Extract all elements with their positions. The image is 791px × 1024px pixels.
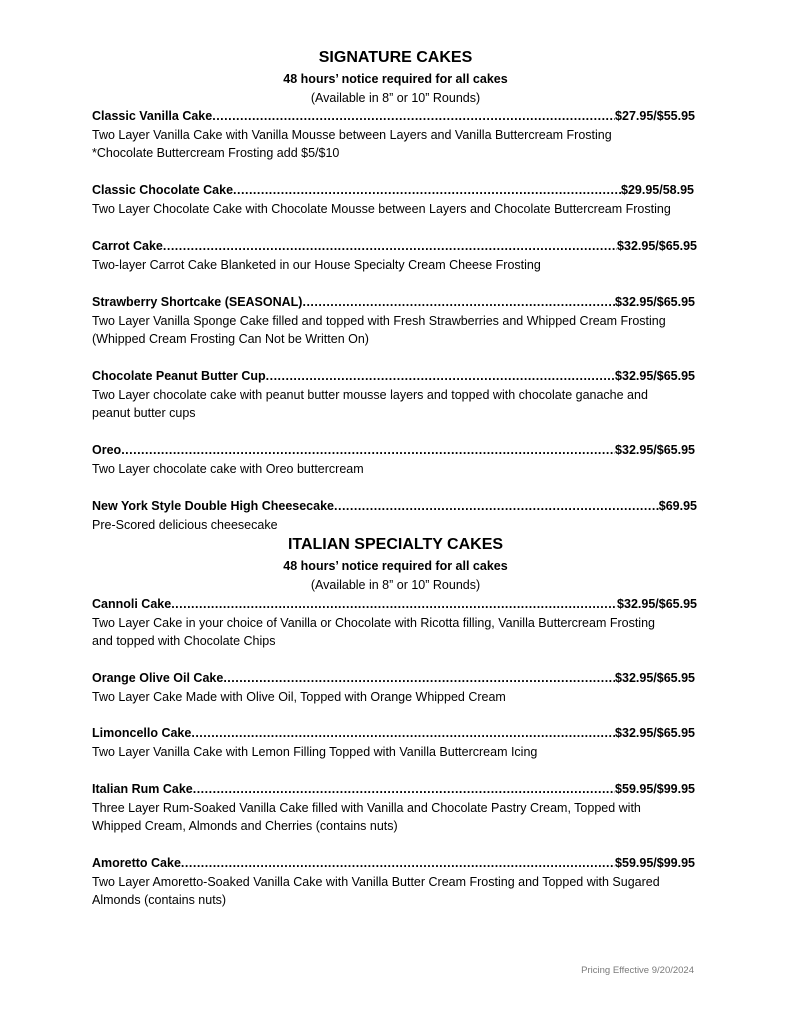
- item-name: Limoncello Cake: [92, 726, 192, 740]
- dot-leader: [163, 238, 617, 255]
- item-name: Amoretto Cake: [92, 856, 181, 870]
- item-name: Cannoli Cake: [92, 597, 172, 611]
- item-name: Classic Chocolate Cake: [92, 183, 234, 197]
- notice-italian: 48 hours’ notice required for all cakes: [283, 559, 508, 573]
- item-description: Two Layer Amoretto-Soaked Vanilla Cake with Vanilla Butter Cream Frosting and Topped with Sugared Almonds (contains nuts): [92, 875, 660, 907]
- item-description: Two Layer Vanilla Cake with Lemon Filling Topped with Vanilla Buttercream Icing: [92, 745, 538, 759]
- item-description: Pre-Scored delicious cheesecake: [92, 518, 278, 532]
- sizes-signature: (Available in 8” or 10” Rounds): [310, 91, 481, 105]
- item-name: Oreo: [92, 443, 122, 457]
- dot-leader: [181, 855, 615, 872]
- item-description: Three Layer Rum-Soaked Vanilla Cake filled with Vanilla and Chocolate Pastry Cream, Topped with Whipped Cream, Almonds and Cherries (contains nuts): [92, 801, 641, 833]
- sizes-italian: (Available in 8” or 10” Rounds): [310, 578, 481, 592]
- dot-leader: [302, 294, 615, 311]
- item-price: $32.95/$65.95: [615, 295, 695, 309]
- item-name: New York Style Double High Cheesecake: [92, 499, 334, 513]
- item-description: Two Layer chocolate cake with peanut butter mousse layers and topped with chocolate ganache and peanut butter cups: [92, 388, 648, 420]
- item-description: Two Layer Vanilla Cake with Vanilla Mousse between Layers and Vanilla Buttercream Frosting *Chocolate Buttercream Frosting add $5/$10: [92, 128, 612, 160]
- menu-item: [92, 498, 697, 534]
- dot-leader: [193, 781, 615, 798]
- item-price: $29.95/58.95: [621, 183, 694, 197]
- item-price: $59.95/$99.95: [615, 782, 695, 796]
- item-name: Chocolate Peanut Butter Cup: [92, 369, 266, 383]
- menu-item: [92, 368, 695, 422]
- notice-signature: 48 hours’ notice required for all cakes: [283, 72, 508, 86]
- item-name: Orange Olive Oil Cake: [92, 671, 224, 685]
- item-name: Strawberry Shortcake (SEASONAL): [92, 295, 303, 309]
- pricing-effective-note: Pricing Effective 9/20/2024: [581, 965, 694, 976]
- item-price: $27.95/$55.95: [615, 109, 695, 123]
- item-price: $32.95/$65.95: [615, 726, 695, 740]
- section-title-signature: SIGNATURE CAKES: [318, 49, 473, 66]
- menu-item: [92, 182, 694, 218]
- item-name: Classic Vanilla Cake: [92, 109, 213, 123]
- item-price: $69.95: [658, 499, 697, 513]
- item-name: Italian Rum Cake: [92, 782, 193, 796]
- item-price: $32.95/$65.95: [617, 239, 697, 253]
- dot-leader: [191, 725, 615, 742]
- item-description: Two Layer chocolate cake with Oreo buttercream: [92, 462, 364, 476]
- dot-leader: [266, 368, 615, 385]
- menu-item: [92, 442, 695, 478]
- item-description: Two Layer Cake in your choice of Vanilla or Chocolate with Ricotta filling, Vanilla Buttercream Frosting and topped with Chocolate Chips: [92, 616, 655, 648]
- menu-item: [92, 108, 695, 162]
- menu-item: [92, 238, 697, 274]
- menu-item: [92, 855, 695, 909]
- item-description: Two Layer Chocolate Cake with Chocolate Mousse between Layers and Chocolate Buttercream Frosting: [92, 202, 671, 216]
- menu-item: [92, 670, 695, 706]
- menu-item: [92, 725, 695, 761]
- item-description: Two-layer Carrot Cake Blanketed in our House Specialty Cream Cheese Frosting: [92, 258, 541, 272]
- dot-leader: [334, 498, 659, 515]
- dot-leader: [121, 442, 615, 459]
- dot-leader: [171, 596, 617, 613]
- item-price: $32.95/$65.95: [615, 443, 695, 457]
- dot-leader: [212, 108, 615, 125]
- item-description: Two Layer Cake Made with Olive Oil, Topped with Orange Whipped Cream: [92, 690, 506, 704]
- item-price: $32.95/$65.95: [615, 671, 695, 685]
- menu-item: [92, 294, 695, 348]
- item-price: $32.95/$65.95: [615, 369, 695, 383]
- item-price: $59.95/$99.95: [615, 856, 695, 870]
- dot-leader: [233, 182, 621, 199]
- item-price: $32.95/$65.95: [617, 597, 697, 611]
- section-title-italian: ITALIAN SPECIALTY CAKES: [287, 536, 504, 553]
- item-description: Two Layer Vanilla Sponge Cake filled and topped with Fresh Strawberries and Whipped Cream Frosting (Whipped Cream Frosting Can Not be Written On): [92, 314, 666, 346]
- menu-item: [92, 781, 695, 835]
- item-name: Carrot Cake: [92, 239, 163, 253]
- dot-leader: [223, 670, 615, 687]
- menu-item: [92, 596, 697, 650]
